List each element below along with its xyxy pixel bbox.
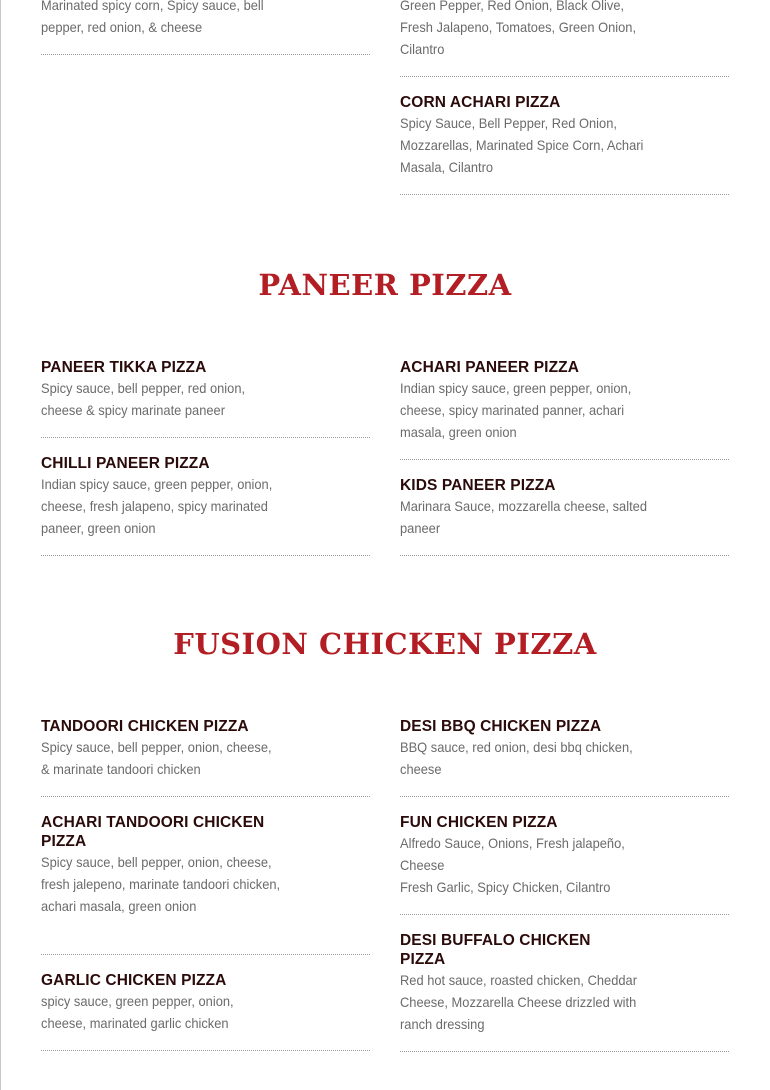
menu-item-name: DESI BUFFALO CHICKEN PIZZA — [400, 932, 591, 968]
menu-item-description: Spicy sauce, bell pepper, onion, cheese, & marinate tandoori chicken — [41, 739, 272, 777]
menu-item-name: FUN CHICKEN PIZZA — [400, 814, 558, 831]
menu-item[interactable] — [400, 476, 729, 556]
menu-item-description: Indian spicy sauce, green pepper, onion, cheese, fresh jalapeno, spicy marinated paneer, green onion — [41, 476, 273, 536]
menu-item-description: Indian spicy sauce, green pepper, onion, cheese, spicy marinated panner, achari masala, green onion — [400, 380, 632, 440]
top-left-column — [41, 0, 370, 71]
menu-item[interactable] — [41, 813, 370, 955]
menu-item-name: GARLIC CHICKEN PIZZA — [41, 972, 227, 989]
menu-item[interactable] — [400, 358, 729, 460]
menu-item-description: BBQ sauce, red onion, desi bbq chicken, cheese — [400, 739, 633, 777]
menu-item[interactable] — [41, 971, 370, 1051]
paneer-right-column — [400, 358, 729, 572]
menu-item[interactable] — [400, 93, 729, 195]
menu-item-name: DESI BBQ CHICKEN PIZZA — [400, 718, 602, 735]
menu-item[interactable] — [41, 0, 370, 55]
menu-item-name: PANEER TIKKA PIZZA — [41, 359, 207, 376]
menu-item[interactable] — [41, 717, 370, 797]
menu-item-name: KIDS PANEER PIZZA — [400, 477, 556, 494]
menu-item-description: Alfredo Sauce, Onions, Fresh jalapeño, Cheese Fresh Garlic, Spicy Chicken, Cilantro — [400, 835, 625, 895]
menu-item[interactable] — [400, 931, 729, 1052]
menu-item-description: Marinated spicy corn, Spicy sauce, bell pepper, red onion, & cheese — [41, 0, 264, 35]
menu-item[interactable] — [400, 717, 729, 797]
top-right-column — [400, 0, 729, 211]
menu-item-name: TANDOORI CHICKEN PIZZA — [41, 718, 249, 735]
paneer-left-column — [41, 358, 370, 572]
menu-item-description: Spicy sauce, bell pepper, onion, cheese, fresh jalepeno, marinate tandoori chicken, achari masala, green onion — [41, 854, 281, 914]
menu-item-name: CHILLI PANEER PIZZA — [41, 455, 210, 472]
fusion-left-column — [41, 717, 370, 1067]
page-left-border — [0, 0, 1, 1090]
menu-item-description: Green Pepper, Red Onion, Black Olive, Fresh Jalapeno, Tomatoes, Green Onion, Cilantro — [400, 0, 637, 57]
menu-item-name: CORN ACHARI PIZZA — [400, 94, 561, 111]
section-title-paneer: PANEER PIZZA — [258, 268, 512, 302]
menu-item-description: Spicy Sauce, Bell Pepper, Red Onion, Mozzarellas, Marinated Spice Corn, Achari Masala, Cilantro — [400, 115, 644, 175]
fusion-right-column — [400, 717, 729, 1068]
menu-item-description: spicy sauce, green pepper, onion, cheese, marinated garlic chicken — [41, 993, 234, 1031]
menu-item[interactable] — [41, 454, 370, 556]
menu-item-name: ACHARI PANEER PIZZA — [400, 359, 580, 376]
menu-item-description: Red hot sauce, roasted chicken, Cheddar Cheese, Mozzarella Cheese drizzled with ranch dressing — [400, 972, 638, 1032]
menu-item[interactable] — [400, 813, 729, 915]
section-title-fusion-chicken: FUSION CHICKEN PIZZA — [173, 627, 597, 661]
menu-item-name: ACHARI TANDOORI CHICKEN PIZZA — [41, 814, 265, 850]
menu-item-description: Marinara Sauce, mozzarella cheese, salted paneer — [400, 498, 647, 536]
menu-item[interactable] — [41, 358, 370, 438]
menu-item-description: Spicy sauce, bell pepper, red onion, cheese & spicy marinate paneer — [41, 380, 246, 418]
menu-item[interactable] — [400, 0, 729, 77]
